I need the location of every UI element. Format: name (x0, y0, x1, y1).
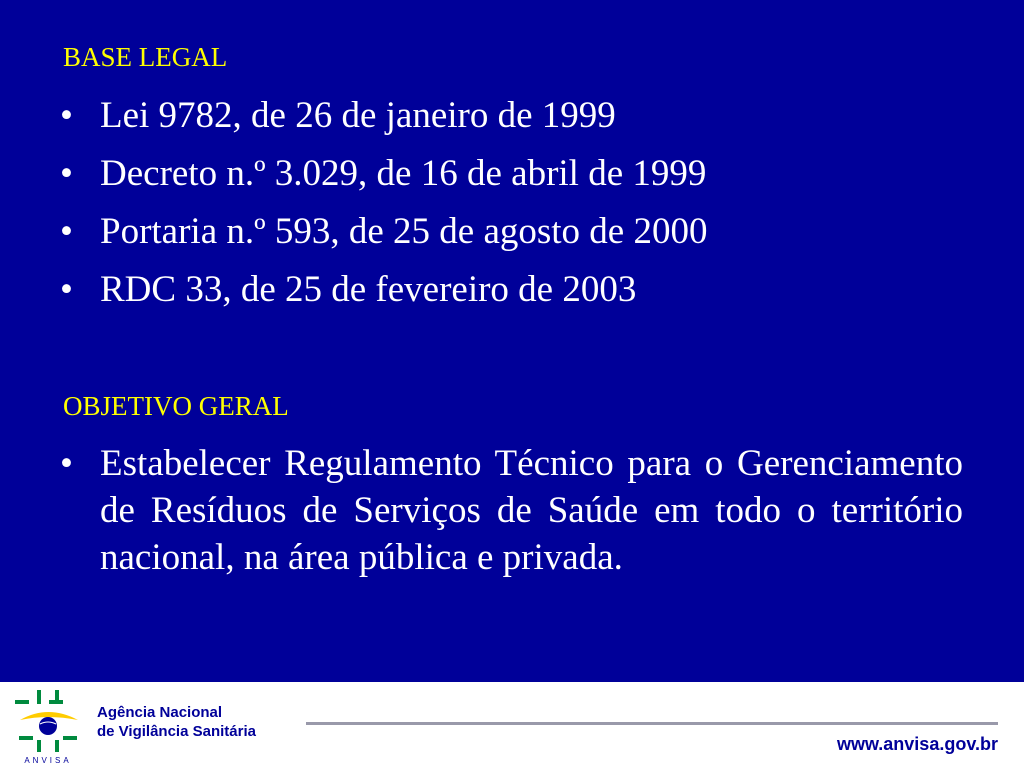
anvisa-logo-icon (10, 690, 86, 766)
base-legal-item-text: Lei 9782, de 26 de janeiro de 1999 (100, 95, 616, 136)
agency-name-line2: de Vigilância Sanitária (97, 723, 256, 740)
bullet-icon: • (60, 211, 73, 252)
objetivo-geral-item-text: Estabelecer Regulamento Técnico para o Gerenciamento de Resíduos de Serviços de Saúde em todo o território nacional, na área pública e privada. (100, 443, 963, 578)
base-legal-item (60, 94, 960, 152)
base-legal-heading: BASE LEGAL (63, 42, 228, 72)
bullet-icon: • (60, 443, 73, 484)
agency-name-line1: Agência Nacional (97, 704, 223, 721)
base-legal-item (60, 210, 960, 268)
bullet-icon: • (60, 95, 73, 136)
objetivo-geral-item (60, 440, 963, 581)
base-legal-item-text: Decreto n.º 3.029, de 16 de abril de 1999 (100, 153, 707, 194)
objetivo-geral-heading: OBJETIVO GERAL (63, 391, 289, 421)
bullet-icon: • (60, 269, 73, 310)
base-legal-item-text: Portaria n.º 593, de 25 de agosto de 2000 (100, 211, 708, 252)
agency-name (97, 703, 256, 741)
bullet-icon: • (60, 153, 73, 194)
footer (0, 682, 1024, 768)
base-legal-item (60, 268, 960, 326)
base-legal-item (60, 152, 960, 210)
objetivo-geral-list (60, 440, 963, 581)
base-legal-item-text: RDC 33, de 25 de fevereiro de 2003 (100, 269, 637, 310)
website-url: www.anvisa.gov.br (836, 734, 998, 754)
footer-divider (306, 722, 998, 725)
base-legal-list (60, 94, 960, 326)
anvisa-logo-text: ANVISA (24, 756, 72, 765)
